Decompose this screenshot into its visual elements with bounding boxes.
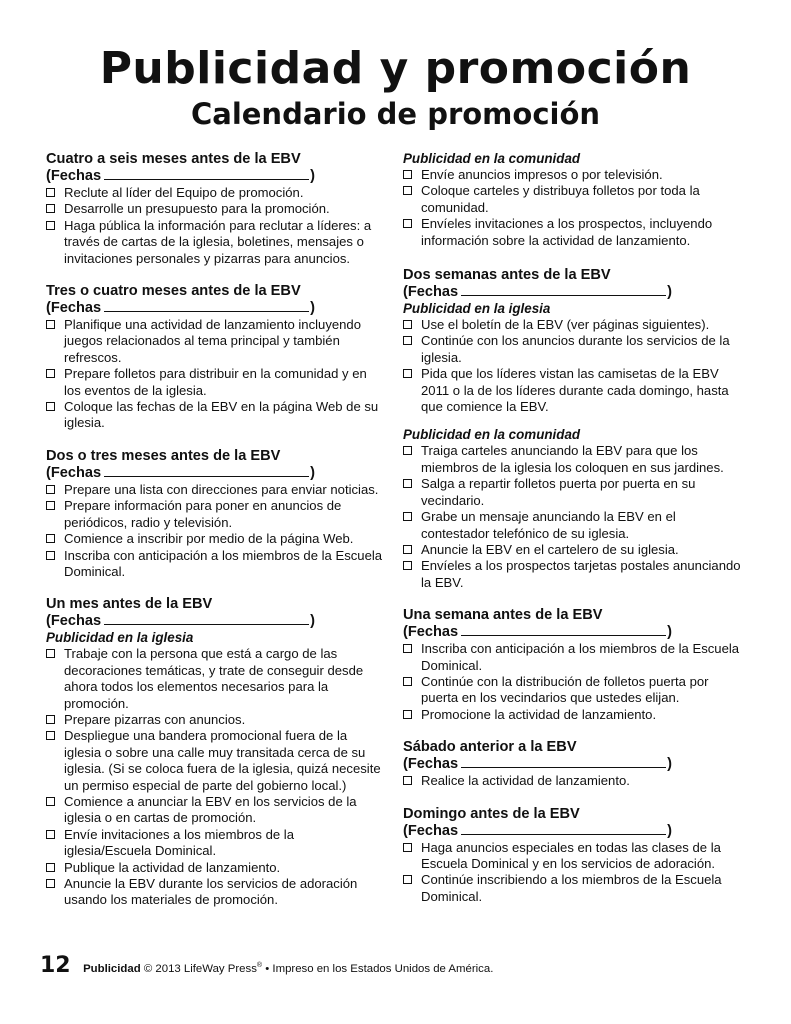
dates-label: (Fechas [403, 624, 459, 641]
dates-blank[interactable] [461, 284, 666, 296]
checklist-item-text: Publique la actividad de lanzamiento. [64, 859, 281, 875]
footer-section: Publicidad [83, 963, 141, 975]
checklist-item [46, 876, 384, 909]
dates-blank[interactable] [104, 168, 309, 180]
dates-line [403, 756, 743, 773]
footer-registered: ® [256, 962, 263, 970]
checklist-item-text: Haga pública la información para reclutar a líderes: a través de cartas de la iglesia, boletines, mensajes o invitaciones personales y pizarras para anuncios. [64, 217, 372, 266]
checklist-item [46, 548, 384, 581]
dates-blank[interactable] [104, 465, 309, 477]
checklist-item [403, 333, 743, 366]
checklist-item [403, 216, 743, 249]
checkbox-icon[interactable] [403, 320, 412, 329]
dates-close: ) [310, 168, 316, 184]
dates-line [403, 284, 743, 301]
checkbox-icon[interactable] [403, 875, 412, 884]
checklist-item [46, 646, 384, 712]
dates-blank[interactable] [461, 756, 666, 768]
checkbox-icon[interactable] [46, 731, 55, 740]
checklist-item-text: Salga a repartir folletos puerta por puerta en su vecindario. [421, 476, 696, 508]
checklist-item [46, 366, 384, 399]
checklist-item-text: Realice la actividad de lanzamiento. [421, 773, 630, 789]
checklist [403, 317, 743, 415]
section-heading: Tres o cuatro meses antes de la EBV [46, 283, 301, 300]
checkbox-icon[interactable] [403, 369, 412, 378]
dates-line [46, 300, 384, 317]
checkbox-icon[interactable] [403, 776, 412, 785]
checkbox-icon[interactable] [46, 649, 55, 658]
page-number: 12 [40, 953, 71, 978]
checkbox-icon[interactable] [46, 863, 55, 872]
schedule-section [46, 596, 384, 909]
checklist-item-text: Pida que los líderes vistan las camisetas de la EBV 2011 o la de los líderes durante cada domingo, hasta que comience la EBV. [421, 366, 729, 415]
checkbox-icon[interactable] [403, 170, 412, 179]
checklist-item [403, 840, 743, 873]
dates-label: (Fechas [46, 613, 102, 630]
group-spacer [403, 415, 743, 427]
dates-close: ) [667, 284, 673, 301]
dates-blank[interactable] [104, 300, 309, 312]
dates-blank[interactable] [104, 613, 309, 625]
checklist-item-text: Coloque carteles y distribuya folletos por toda la comunidad. [421, 183, 700, 215]
checklist-item [46, 860, 384, 876]
checklist-item-text: Coloque las fechas de la EBV en la página Web de su iglesia. [64, 399, 379, 431]
checklist-item [46, 185, 384, 201]
footer-printed: • Impreso en los Estados Unidos de América. [262, 963, 494, 975]
group-subheading: Publicidad en la iglesia [46, 630, 194, 646]
checkbox-icon[interactable] [46, 402, 55, 411]
schedule-section [46, 448, 384, 580]
checklist-item [403, 509, 743, 542]
group-subheading: Publicidad en la comunidad [403, 427, 581, 443]
dates-line [46, 168, 384, 185]
checklist-item-text: Reclute al líder del Equipo de promoción. [64, 185, 304, 200]
checklist-item-text: Anuncie la EBV en el cartelero de su iglesia. [421, 541, 679, 557]
checkbox-icon[interactable] [46, 715, 55, 724]
dates-close: ) [667, 822, 673, 839]
checklist-item-text: Comience a anunciar la EBV en los servicios de la iglesia o en cartas de promoción. [64, 793, 357, 826]
checklist-item [403, 872, 743, 905]
checkbox-icon[interactable] [403, 336, 412, 345]
checkbox-icon[interactable] [403, 561, 412, 570]
checklist-item [46, 728, 384, 794]
dates-close: ) [310, 613, 316, 630]
section-heading: Dos o tres meses antes de la EBV [46, 447, 281, 464]
checklist-item [403, 167, 743, 183]
checklist-item [403, 183, 743, 216]
checklist-item-text: Grabe un mensaje anunciando la EBV en el contestador telefónico de su iglesia. [421, 509, 676, 541]
right-column [403, 151, 743, 921]
section-heading: Dos semanas antes de la EBV [403, 267, 611, 284]
checklist-item-text: Prepare información para poner en anuncios de periódicos, radio y televisión. [64, 498, 342, 530]
schedule-section [403, 806, 743, 906]
checkbox-icon[interactable] [403, 219, 412, 228]
page-subtitle: Calendario de promoción [190, 97, 601, 131]
checklist [403, 167, 743, 249]
checklist-item [403, 773, 743, 789]
left-column [46, 151, 384, 925]
dates-label: (Fechas [403, 284, 459, 301]
checklist [403, 840, 743, 906]
checklist-item-text: Desarrolle un presupuesto para la promoción. [64, 201, 330, 217]
checkbox-icon[interactable] [403, 446, 412, 455]
checklist-item [46, 531, 384, 547]
checklist-item-text: Prepare folletos para distribuir en la comunidad y en los eventos de la iglesia. [64, 366, 367, 398]
schedule-section [403, 151, 743, 249]
dates-line [46, 613, 384, 630]
dates-close: ) [310, 300, 316, 317]
schedule-section [403, 267, 743, 591]
checklist-item [46, 712, 384, 728]
checkbox-icon[interactable] [403, 479, 412, 488]
checkbox-icon[interactable] [403, 677, 412, 686]
checklist-item [403, 674, 743, 707]
checkbox-icon[interactable] [46, 534, 55, 543]
checklist-item-text: Trabaje con la persona que está a cargo de las decoraciones temáticas, y trate de conseguir desde ahora todos los elementos necesarios para la promoción. [64, 646, 364, 711]
checklist [46, 185, 384, 267]
checklist-item-text: Traiga carteles anunciando la EBV para que los miembros de la iglesia los coloquen en sus jardines. [421, 443, 724, 475]
dates-close: ) [310, 464, 316, 481]
group-subheading: Publicidad en la iglesia [403, 301, 551, 317]
dates-line [403, 823, 743, 840]
checklist-item [46, 794, 384, 827]
checklist-item [403, 443, 743, 476]
checklist [46, 317, 384, 432]
dates-label: (Fechas [403, 822, 459, 839]
checklist-item [403, 707, 743, 723]
checklist-item-text: Envíeles a los prospectos tarjetas postales anunciando la EBV. [421, 558, 741, 590]
checklist-item [403, 641, 743, 674]
dates-close: ) [667, 624, 673, 641]
checkbox-icon[interactable] [46, 501, 55, 510]
checklist-item [46, 498, 384, 531]
checklist-item [403, 366, 743, 415]
footer-copyright: © 2013 LifeWay Press [143, 963, 257, 975]
checklist-item [403, 476, 743, 509]
checkbox-icon[interactable] [403, 545, 412, 554]
checklist-item [403, 317, 743, 333]
dates-label: (Fechas [46, 464, 102, 481]
checklist [403, 641, 743, 723]
checkbox-icon[interactable] [403, 512, 412, 521]
checklist-item-text: Haga anuncios especiales en todas las clases de la Escuela Dominical y en los servicios de adoración. [421, 839, 721, 871]
checkbox-icon[interactable] [46, 188, 55, 197]
dates-blank[interactable] [461, 624, 666, 636]
checklist-item-text: Envíeles invitaciones a los prospectos, incluyendo información sobre la actividad de lanzamiento. [421, 216, 713, 248]
checklist-item [46, 827, 384, 860]
page-title: Publicidad y promoción [99, 43, 692, 94]
checklist-item-text: Envíe invitaciones a los miembros de la iglesia/Escuela Dominical. [64, 826, 294, 859]
checklist-item-text: Anuncie la EBV durante los servicios de adoración usando los materiales de promoción. [64, 876, 358, 908]
checklist-item-text: Continúe con los anuncios durante los servicios de la iglesia. [421, 333, 730, 365]
checkbox-icon[interactable] [46, 551, 55, 560]
checklist-item-text: Promocione la actividad de lanzamiento. [421, 706, 657, 722]
checklist-item-text: Planifique una actividad de lanzamiento incluyendo juegos relacionados al tema principal y también refrescos. [64, 317, 361, 365]
group-subheading: Publicidad en la comunidad [403, 151, 581, 166]
dates-blank[interactable] [461, 823, 666, 835]
checkbox-icon[interactable] [403, 843, 412, 852]
checklist-item [403, 542, 743, 558]
checkbox-icon[interactable] [46, 221, 55, 230]
checklist-item [46, 201, 384, 217]
section-heading: Cuatro a seis meses antes de la EBV [46, 151, 301, 167]
dates-line [46, 465, 384, 482]
section-heading: Domingo antes de la EBV [403, 805, 580, 822]
checkbox-icon[interactable] [403, 710, 412, 719]
checklist-item-text: Inscriba con anticipación a los miembros de la Escuela Dominical. [421, 641, 740, 673]
section-heading: Un mes antes de la EBV [46, 596, 213, 613]
checklist-item-text: Continúe con la distribución de folletos puerta por puerta en los vecindarios que ustedes elijan. [421, 673, 709, 706]
checklist-item-text: Continúe inscribiendo a los miembros de la Escuela Dominical. [421, 872, 722, 904]
footer-text [83, 963, 493, 975]
checklist-item-text: Envíe anuncios impresos o por televisión. [421, 167, 663, 182]
dates-label: (Fechas [46, 168, 102, 184]
dates-label: (Fechas [403, 756, 459, 773]
checklist [403, 443, 743, 591]
dates-line [403, 624, 743, 641]
checkbox-icon[interactable] [46, 320, 55, 329]
checkbox-icon[interactable] [46, 369, 55, 378]
checklist-item-text: Inscriba con anticipación a los miembros de la Escuela Dominical. [64, 547, 383, 579]
dates-close: ) [667, 756, 673, 773]
schedule-section [403, 607, 743, 723]
checklist-item-text: Use el boletín de la EBV (ver páginas siguientes). [421, 317, 710, 333]
checkbox-icon[interactable] [403, 186, 412, 195]
checklist [46, 646, 384, 909]
checkbox-icon[interactable] [46, 879, 55, 888]
schedule-section [46, 283, 384, 432]
schedule-section [46, 151, 384, 267]
checklist-item-text: Prepare pizarras con anuncios. [64, 711, 246, 727]
checklist-item-text: Comience a inscribir por medio de la página Web. [64, 531, 354, 547]
checklist-item [46, 218, 384, 267]
checklist [403, 773, 743, 789]
checklist-item [46, 399, 384, 432]
checklist-item-text: Despliegue una bandera promocional fuera de la iglesia o sobre una calle muy transitada cerca de su iglesia. (Si se coloca fuera de la iglesia, quizá necesite un permiso especial de parte del gobierno local.) [64, 728, 381, 793]
checkbox-icon[interactable] [46, 485, 55, 494]
checklist [46, 482, 384, 580]
checkbox-icon[interactable] [46, 830, 55, 839]
checklist-item [46, 317, 384, 366]
checkbox-icon[interactable] [403, 644, 412, 653]
checklist-item-text: Prepare una lista con direcciones para enviar noticias. [64, 481, 379, 497]
page-footer [40, 953, 760, 978]
schedule-section [403, 739, 743, 789]
checkbox-icon[interactable] [46, 204, 55, 213]
dates-label: (Fechas [46, 300, 102, 317]
checklist-item [403, 558, 743, 591]
checkbox-icon[interactable] [46, 797, 55, 806]
section-heading: Sábado anterior a la EBV [403, 739, 577, 756]
checklist-item [46, 482, 384, 498]
section-heading: Una semana antes de la EBV [403, 607, 603, 624]
